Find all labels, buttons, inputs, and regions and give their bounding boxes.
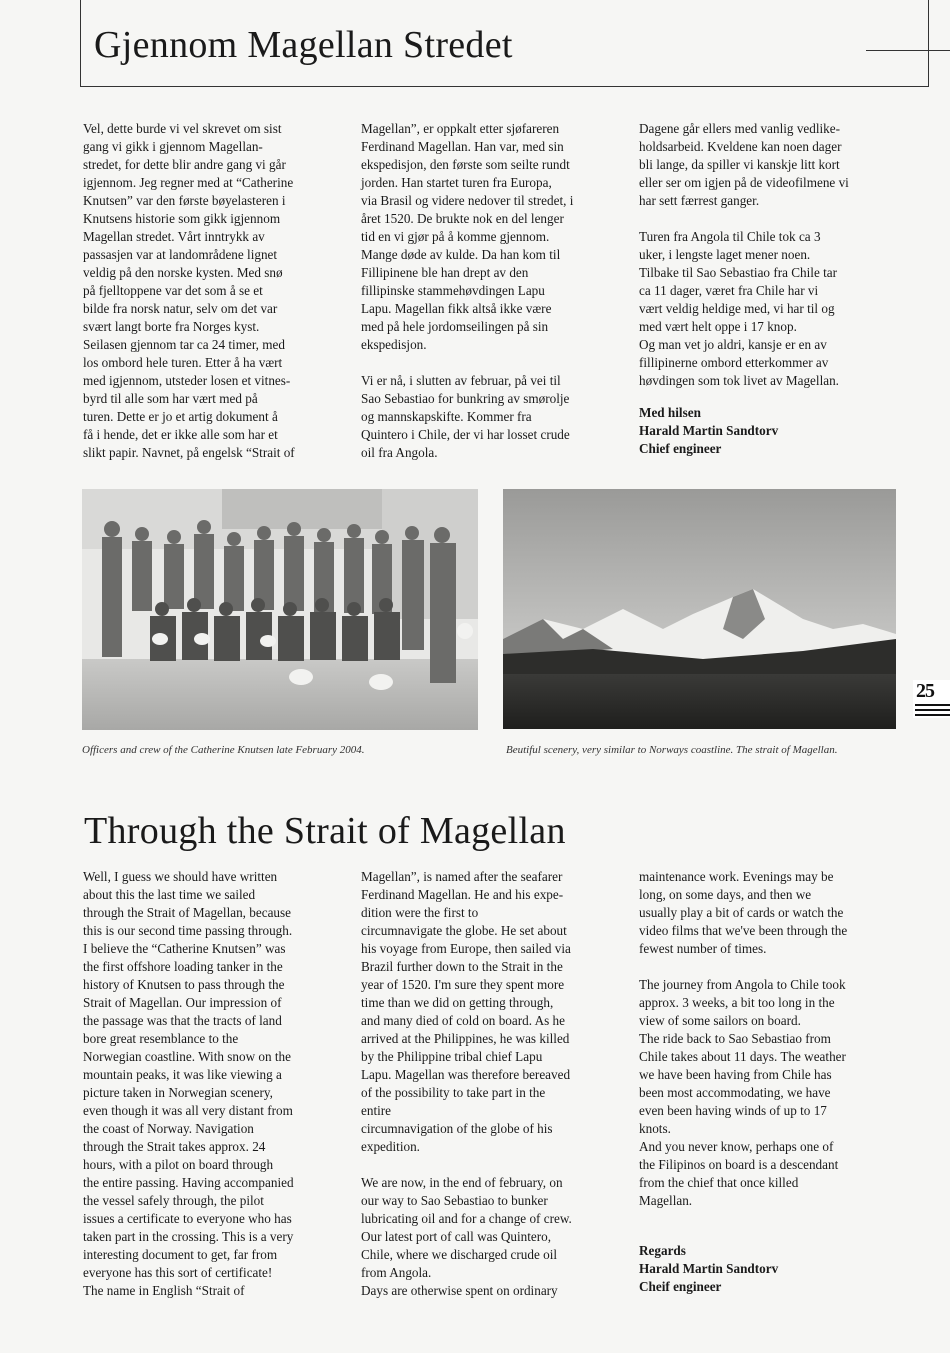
text-line: The name in English “Strait of: [83, 1283, 245, 1298]
text-line: eller ser om igjen på de videofilmene vi: [639, 175, 849, 190]
text-line: Fillipinene ble han drept av den: [361, 265, 529, 280]
text-line: everyone has this sort of certificate!: [83, 1265, 273, 1280]
text-line: via Brasil og videre nedover til stredet, i: [361, 193, 574, 208]
text-line: the coast of Norway. Navigation: [83, 1121, 254, 1136]
text-line: Dagene går ellers med vanlig vedlike-: [639, 121, 841, 136]
text-line: through the Strait takes approx. 24: [83, 1139, 266, 1154]
text-line: Magellan.: [639, 1193, 693, 1208]
text-line: Mange døde av kulde. Da han kom til: [361, 247, 561, 262]
text-line: mountain peaks, it was like viewing a: [83, 1067, 282, 1082]
text-line: about this the last time we sailed: [83, 887, 256, 902]
text-line: Magellan stredet. Vårt inntrykk av: [83, 229, 265, 244]
text-line: jorden. Han startet turen fra Europa,: [361, 175, 552, 190]
text-line: video films that we've been through the: [639, 923, 848, 938]
text-line: slikt papir. Navnet, på engelsk “Strait of: [83, 445, 295, 460]
crew-photo: [82, 489, 478, 730]
text-line: entire: [361, 1103, 392, 1118]
text-line: byrd til alle som har vært med på: [83, 391, 258, 406]
text-line: med igjennom, utsteder losen et vitnes-: [83, 373, 291, 388]
text-line: høvdingen som tok livet av Magellan.: [639, 373, 839, 388]
page-number-bar: [915, 704, 950, 706]
text-line: Chile, where we discharged crude oil: [361, 1247, 558, 1262]
text-line: Norwegian coastline. With snow on the: [83, 1049, 291, 1064]
text-line: hours, with a pilot on board through: [83, 1157, 274, 1172]
page-number-tab: [913, 680, 950, 718]
text-line: Sao Sebastiao for bunkring av smørolje: [361, 391, 570, 406]
text-line: the vessel safely through, the pilot: [83, 1193, 264, 1208]
text-line: gang vi gikk i gjennom Magellan-: [83, 139, 263, 154]
text-line: even though it was all very distant from: [83, 1103, 293, 1118]
text-line: Tilbake til Sao Sebastiao fra Chile tar: [639, 265, 838, 280]
text-line: uker, i lengste laget mener noen.: [639, 247, 811, 262]
page-number: 25: [916, 680, 934, 702]
text-line: I believe the “Catherine Knutsen” was: [83, 941, 286, 956]
text-line: igjennom. Jeg regner med at “Catherine: [83, 175, 294, 190]
text-line: oil fra Angola.: [361, 445, 438, 460]
signature-line: Chief engineer: [639, 441, 722, 456]
paragraph: [361, 372, 623, 462]
text-line: turen. Dette er jo et artig dokument å: [83, 409, 278, 424]
text-line: view of some sailors on board.: [639, 1013, 801, 1028]
text-line: his voyage from Europe, then sailed via: [361, 941, 571, 956]
text-line: expedition.: [361, 1139, 420, 1154]
text-line: the Filipinos on board is a descendant: [639, 1157, 839, 1172]
text-line: The ride back to Sao Sebastiao from: [639, 1031, 831, 1046]
text-line: ekspedisjon.: [361, 337, 427, 352]
english-column-3: [639, 868, 901, 1228]
text-line: The journey from Angola to Chile took: [639, 977, 846, 992]
text-line: of the possibility to take part in the: [361, 1085, 546, 1100]
paragraph: [83, 120, 345, 462]
norwegian-title: Gjennom Magellan Stredet: [94, 24, 513, 66]
header-frame-left-rule: [80, 0, 81, 86]
text-line: maintenance work. Evenings may be: [639, 869, 834, 884]
text-line: history of Knutsen to pass through the: [83, 977, 285, 992]
text-line: been most accommodating, we have: [639, 1085, 831, 1100]
signature-line: Cheif engineer: [639, 1279, 722, 1294]
norwegian-column-2: [361, 120, 623, 480]
text-line: los ombord hele turen. Etter å ha vært: [83, 355, 283, 370]
norwegian-column-1: [83, 120, 345, 480]
text-line: Vel, dette burde vi vel skrevet om sist: [83, 121, 282, 136]
text-line: the entire passing. Having accompanied: [83, 1175, 294, 1190]
header-frame-bottom-rule: [80, 86, 928, 87]
text-line: Vi er nå, i slutten av februar, på vei til: [361, 373, 561, 388]
text-line: from Angola.: [361, 1265, 432, 1280]
english-signature: [639, 1242, 901, 1296]
text-line: veldig på den norske kysten. Med snø: [83, 265, 283, 280]
text-line: ekspedisjon, den første som seilte rundt: [361, 157, 570, 172]
text-line: med vært helt oppe i 17 knop.: [639, 319, 797, 334]
text-line: knots.: [639, 1121, 671, 1136]
english-column-1: [83, 868, 345, 1318]
text-line: og mannskapskifte. Kommer fra: [361, 409, 532, 424]
text-line: Days are otherwise spent on ordinary: [361, 1283, 558, 1298]
paragraph: [639, 868, 901, 958]
text-line: bli lange, da spiller vi kanskje litt kort: [639, 157, 840, 172]
text-line: på fjelltoppene var det som å se et: [83, 283, 263, 298]
text-line: Ferdinand Magellan. Han var, med sin: [361, 139, 564, 154]
paragraph: [361, 1174, 623, 1300]
text-line: year of 1520. I'm sure they spent more: [361, 977, 565, 992]
text-line: Lapu. Magellan fikk altså ikke være: [361, 301, 552, 316]
text-line: circumnavigation of the globe of his: [361, 1121, 553, 1136]
text-line: lubricating oil and for a change of crew.: [361, 1211, 572, 1226]
text-line: long, on some days, and then we: [639, 887, 812, 902]
text-line: med på hele jordomseilingen på sin: [361, 319, 549, 334]
text-line: Strait of Magellan. Our impression of: [83, 995, 282, 1010]
text-line: We are now, in the end of february, on: [361, 1175, 563, 1190]
paragraph: [639, 120, 901, 210]
text-line: and many died of cold on board. As he: [361, 1013, 565, 1028]
text-line: dition were the first to: [361, 905, 479, 920]
text-line: the passage was that the tracts of land: [83, 1013, 282, 1028]
strait-photo: [503, 489, 896, 729]
text-line: Ferdinand Magellan. He and his expe-: [361, 887, 564, 902]
text-line: And you never know, perhaps one of: [639, 1139, 834, 1154]
text-line: vært veldig heldige med, vi har til og: [639, 301, 835, 316]
text-line: interesting document to get, far from: [83, 1247, 278, 1262]
text-line: Og man vet jo aldri, kansje er en av: [639, 337, 827, 352]
paragraph: [361, 868, 623, 1156]
text-line: Magellan”, er oppkalt etter sjøfareren: [361, 121, 560, 136]
text-line: Well, I guess we should have written: [83, 869, 278, 884]
paragraph: [361, 120, 623, 354]
text-line: Knutsen” var den første bøyelasteren i: [83, 193, 286, 208]
strait-photo-caption: Beutiful scenery, very similar to Norways coastline. The strait of Magellan.: [506, 744, 838, 756]
text-line: Knutsens historie som gikk igjennom: [83, 211, 281, 226]
text-line: Quintero i Chile, der vi har losset crude: [361, 427, 570, 442]
header-short-rule: [866, 50, 950, 51]
crew-photo-caption: Officers and crew of the Catherine Knutsen late February 2004.: [82, 744, 365, 756]
text-line: by the Philippine tribal chief Lapu: [361, 1049, 543, 1064]
paragraph: [639, 976, 901, 1210]
text-line: this is our second time passing through.: [83, 923, 293, 938]
text-line: fillipinerne ombord etterkommer av: [639, 355, 829, 370]
text-line: bore great resemblance to the: [83, 1031, 239, 1046]
text-line: få i hende, det er ikke alle som har et: [83, 427, 278, 442]
text-line: picture taken in Norwegian scenery,: [83, 1085, 273, 1100]
text-line: Brazil further down to the Strait in the: [361, 959, 563, 974]
norwegian-column-3: [639, 120, 901, 408]
text-line: tid en vi gjør på å komme gjennom.: [361, 229, 550, 244]
english-column-2: [361, 868, 623, 1318]
text-line: taken part in the crossing. This is a very: [83, 1229, 294, 1244]
text-line: arrived at the Philippines, he was killed: [361, 1031, 570, 1046]
text-line: ca 11 dager, været fra Chile har vi: [639, 283, 819, 298]
signature-line: Harald Martin Sandtorv: [639, 1261, 779, 1276]
crew-photo-image: [82, 489, 478, 730]
text-line: Turen fra Angola til Chile tok ca 3: [639, 229, 821, 244]
page-number-bar: [915, 709, 950, 711]
text-line: approx. 3 weeks, a bit too long in the: [639, 995, 835, 1010]
paragraph: [639, 228, 901, 390]
text-line: fillipinske stammehøvdingen Lapu: [361, 283, 545, 298]
text-line: året 1520. De brukte nok en del lenger: [361, 211, 564, 226]
norwegian-signature: [639, 404, 901, 458]
signature-line: Harald Martin Sandtorv: [639, 423, 779, 438]
text-line: Magellan”, is named after the seafarer: [361, 869, 563, 884]
text-line: fewest number of times.: [639, 941, 767, 956]
text-line: stredet, for dette blir andre gang vi går: [83, 157, 286, 172]
signature-line: Regards: [639, 1243, 686, 1258]
strait-photo-image: [503, 489, 896, 729]
page-number-bar: [915, 714, 950, 716]
text-line: Seilasen gjennom tar ca 24 timer, med: [83, 337, 285, 352]
text-line: Our latest port of call was Quintero,: [361, 1229, 552, 1244]
text-line: our way to Sao Sebastiao to bunker: [361, 1193, 548, 1208]
text-line: we have been having from Chile has: [639, 1067, 832, 1082]
paragraph: [83, 868, 345, 1300]
text-line: Chile takes about 11 days. The weather: [639, 1049, 846, 1064]
text-line: Lapu. Magellan was therefore bereaved: [361, 1067, 571, 1082]
english-title: Through the Strait of Magellan: [84, 810, 566, 852]
text-line: from the chief that once killed: [639, 1175, 799, 1190]
text-line: issues a certificate to everyone who has: [83, 1211, 292, 1226]
text-line: har sett færrest ganger.: [639, 193, 760, 208]
text-line: through the Strait of Magellan, because: [83, 905, 292, 920]
header-frame-right-rule: [928, 0, 929, 87]
text-line: time than we did on getting through,: [361, 995, 554, 1010]
text-line: even been having winds of up to 17: [639, 1103, 827, 1118]
text-line: bilde fra norsk natur, selv om det var: [83, 301, 278, 316]
text-line: the first offshore loading tanker in the: [83, 959, 283, 974]
text-line: svært langt borte fra Norges kyst.: [83, 319, 260, 334]
signature-line: Med hilsen: [639, 405, 701, 420]
text-line: usually play a bit of cards or watch the: [639, 905, 844, 920]
text-line: passasjen var at landområdene lignet: [83, 247, 278, 262]
text-line: circumnavigate the globe. He set about: [361, 923, 567, 938]
text-line: holdsarbeid. Kveldene kan noen dager: [639, 139, 842, 154]
